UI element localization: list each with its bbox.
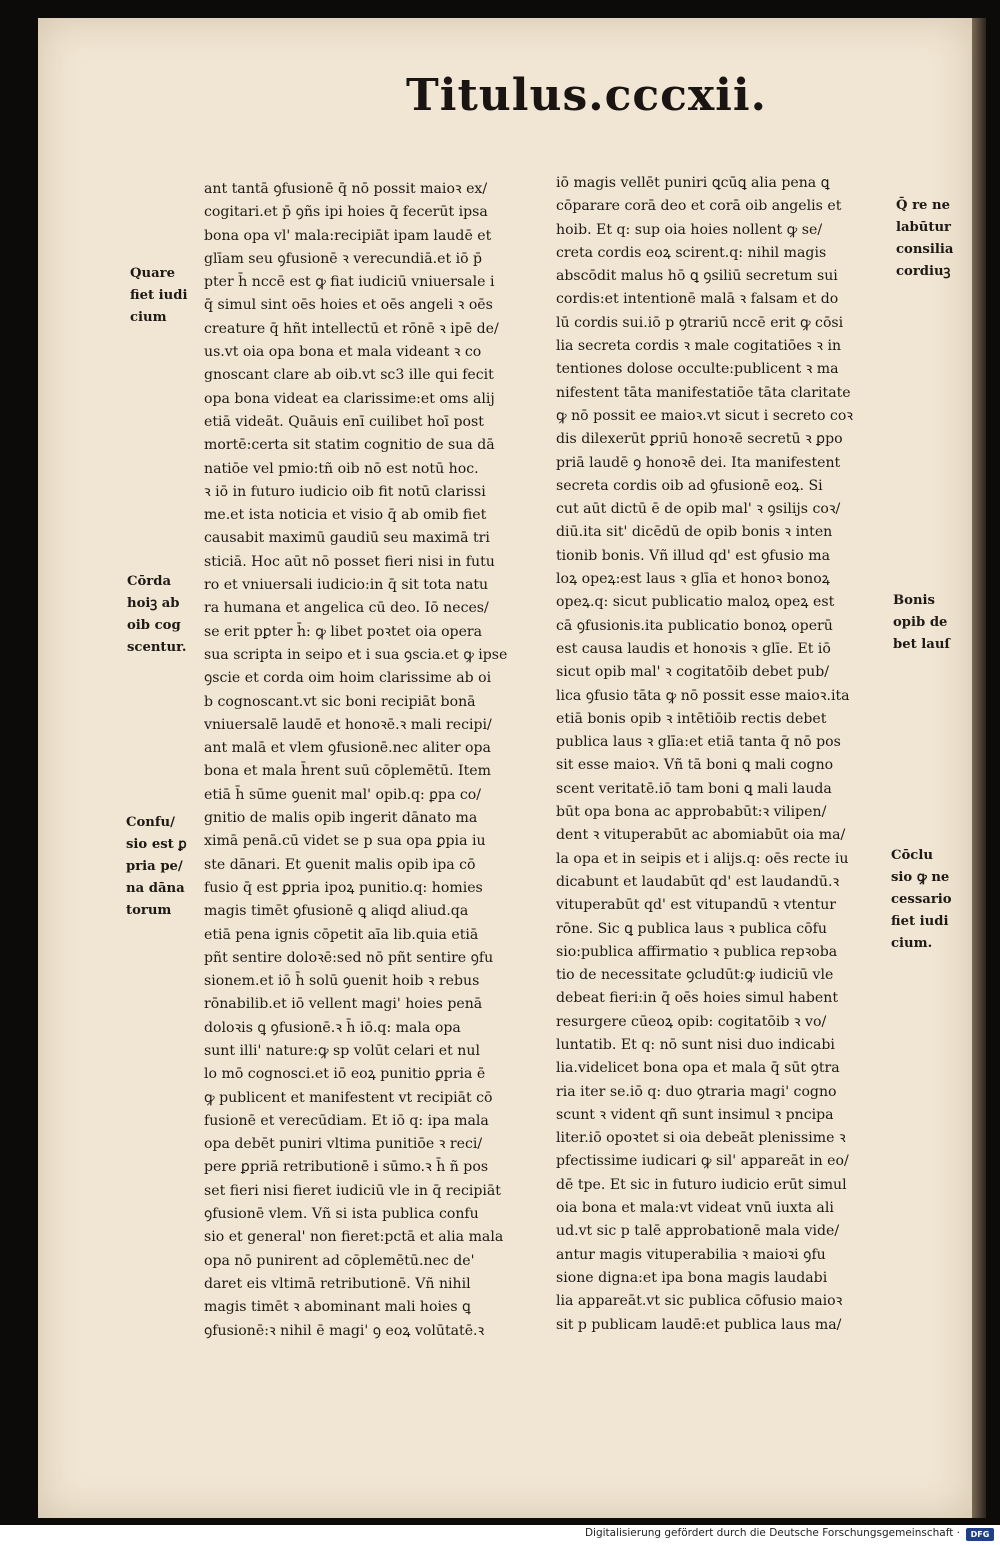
text-line: lia secreta cordis ꝛ male cogitatiōes ꝛ in xyxy=(556,338,842,355)
text-line: iō magis vellēt puniri ꝗcūꝗ alia pena ꝗ xyxy=(556,175,830,191)
text-line: secreta cordis oib ad ꝯfusionē eoꝝ. Si xyxy=(556,477,823,494)
text-line: us.vt oia opa bona et mala videant ꝛ co xyxy=(204,344,482,361)
text-line: opa debēt puniri vltima punitiōe ꝛ reci/ xyxy=(204,1136,483,1153)
page-title: Titulus.cccxii. xyxy=(406,70,767,121)
text-line: gnitio de malis opib ingerit dānato ma xyxy=(204,810,478,827)
margin-note-line: cordiuꝫ xyxy=(896,264,951,279)
margin-note-line: pria pe/ xyxy=(126,859,183,874)
text-line: lia appareāt.vt sic publica cōfusio maioꝛ xyxy=(556,1293,843,1310)
text-line: cordis:et intentionē malā ꝛ falsam et do xyxy=(556,291,839,308)
margin-note-consilia-cordium xyxy=(896,195,953,283)
text-line: ra humana et angelica cū deo. Iō neces/ xyxy=(204,600,489,617)
text-line: daret eis vltimā retributionē. Vñ nihil xyxy=(204,1275,471,1292)
text-line: causabit maximū gaudiū seu maximā tri xyxy=(204,530,490,547)
text-line: sio:publica affirmatio ꝛ publica repꝛoba xyxy=(556,943,838,960)
text-line: creta cordis eoꝝ scirent.q: nihil magis xyxy=(556,244,827,261)
text-line: cōparare corā deo et corā oib angelis et xyxy=(556,198,842,215)
margin-note-conclusio xyxy=(891,845,952,955)
margin-note-line: torum xyxy=(126,903,172,918)
text-line: sionem.et iō h̄ solū ꝯuenit hoib ꝛ rebus xyxy=(204,973,480,990)
margin-note-line: labūtur xyxy=(896,220,951,235)
text-line: ꝙ nō possit ee maioꝛ.vt sicut i secreto coꝛ xyxy=(556,407,853,424)
margin-note-line: Confu/ xyxy=(126,815,175,830)
text-line: opeꝝ.q: sicut publicatio maloꝝ opeꝝ est xyxy=(556,594,835,611)
text-line: sunt illi' nature:ꝙ sp volūt celari et nul xyxy=(204,1042,480,1059)
text-line: b cognoscant.vt sic boni recipiāt bonā xyxy=(204,693,476,710)
margin-note-line: scentur. xyxy=(127,640,187,655)
text-line: rōnabilib.et iō vellent magi' hoies penā xyxy=(204,996,483,1013)
text-line: etiā h̄ sūme ꝯuenit mal' opib.q: ꝑpa co/ xyxy=(204,786,481,803)
margin-note-line: hoiꝫ ab xyxy=(127,596,180,611)
margin-note-corda-hominum xyxy=(127,571,186,659)
text-line: natiōe vel pmio:tñ oib nō est notū hoc. xyxy=(204,460,479,477)
text-line: la opa et in seipis et i alijs.q: oēs recte iu xyxy=(556,850,849,867)
text-line: diū.ita sit' dicēdū de opib bonis ꝛ inten xyxy=(556,524,833,541)
text-line: dicabunt et laudabūt qd' est laudandū.ꝛ xyxy=(556,873,840,890)
text-line: etiā bonis opib ꝛ intētiōib rectis debet xyxy=(556,710,827,727)
text-line: ant tantā ꝯfusionē q̄ nō possit maioꝛ ex/ xyxy=(204,181,488,197)
margin-note-line: fiet iudi xyxy=(130,288,188,303)
text-line: loꝝ opeꝝ:est laus ꝛ glīa et honoꝛ bonoꝝ xyxy=(556,571,830,588)
text-line: vniuersalē laudē et honoꝛē.ꝛ mali recipi/ xyxy=(204,716,492,733)
text-line: lo mō cognosci.et iō eoꝝ punitio ꝑpria ē xyxy=(204,1066,486,1083)
margin-note-line: Quare xyxy=(130,266,175,281)
text-line: dis dilexerūt ꝑpriū honoꝛē secretū ꝛ ꝑpo xyxy=(556,431,843,448)
text-line: lia.videlicet bona opa et mala q̄ sūt ꝯtra xyxy=(556,1060,840,1077)
text-line: magis timēt ꝯfusionē ꝗ aliqd aliud.qa xyxy=(204,903,469,920)
margin-note-line: fiet iudi xyxy=(891,914,949,929)
left-text-column xyxy=(204,178,546,1343)
text-line: sticiā. Hoc aūt nō posset fieri nisi in futu xyxy=(204,553,495,570)
text-line: debeat fieri:in q̄ oēs hoies simul habent xyxy=(556,990,838,1007)
text-line: opa nō punirent ad cōplemētū.nec de' xyxy=(204,1252,475,1269)
text-line: etiā pena ignis cōpetit aīa lib.quia etiā xyxy=(204,926,479,943)
text-line: dē tpe. Et sic in futuro iudicio erūt simul xyxy=(556,1176,847,1193)
text-line: ꝯfusionē:ꝛ nihil ē magi' ꝯ eoꝝ volūtatē.ꝛ xyxy=(204,1322,485,1339)
text-line: sicut opib mal' ꝛ cogitatōib debet pub/ xyxy=(556,664,830,681)
text-line: būt opa bona ac approbabūt:ꝛ vilipen/ xyxy=(556,804,827,821)
margin-note-line: Cōrda xyxy=(127,574,172,589)
right-text-column xyxy=(556,172,892,1337)
text-line: ud.vt sic p talē approbationē mala vide/ xyxy=(556,1223,840,1240)
text-line: est causa laudis et honoꝛis ꝛ glīe. Et iō xyxy=(556,640,831,657)
margin-note-line: cium. xyxy=(891,936,933,951)
text-line: ste dānari. Et ꝯuenit malis opib ipa cō xyxy=(204,856,476,873)
margin-note-line: cium xyxy=(130,310,167,325)
margin-note-line: cessario xyxy=(891,892,952,907)
text-line: cogitari.et p̄ ꝯñs ipi hoies q̄ fecerūt ipsa xyxy=(204,204,488,221)
text-line: etiā videāt. Quāuis enī cuilibet hoī post xyxy=(204,413,484,430)
text-line: scent veritatē.iō tam boni ꝗ mali lauda xyxy=(556,780,832,797)
text-line: q̄ simul sint oēs hoies et oēs angeli ꝛ oēs xyxy=(204,297,493,314)
text-line: luntatib. Et q: nō sunt nisi duo indicabi xyxy=(556,1036,835,1053)
page-gutter xyxy=(972,18,986,1518)
footer-credit: Digitalisierung gefördert durch die Deutsche Forschungsgemeinschaft · xyxy=(584,1527,960,1539)
text-line: lica ꝯfusio tāta ꝙ nō possit esse maioꝛ.ita xyxy=(556,687,850,704)
margin-note-bonis-operibus xyxy=(893,590,950,656)
text-line: pter h̄ nccē est ꝙ fiat iudiciū vniuersale i xyxy=(204,274,495,291)
text-line: rōne. Sic ꝗ publica laus ꝛ publica cōfu xyxy=(556,920,827,937)
text-line: priā laudē ꝯ honoꝛē dei. Ita manifestent xyxy=(556,454,841,471)
text-line: oia bona et mala:vt videat vnū iuxta ali xyxy=(556,1200,834,1217)
text-line: lū cordis sui.iō p ꝯtrariū nccē erit ꝙ cōsi xyxy=(556,314,844,331)
text-line: set fieri nisi fieret iudiciū vle in q̄ recipiāt xyxy=(204,1182,501,1199)
text-line: magis timēt ꝛ abominant mali hoies ꝗ xyxy=(204,1299,471,1316)
margin-note-quare-fiet-iudicium xyxy=(130,263,188,329)
text-line: cut aūt dictū ē de opib mal' ꝛ ꝯsilijs coꝛ/ xyxy=(556,501,841,518)
text-line: fusionē et verecūdiam. Et iō q: ipa mala xyxy=(204,1112,489,1129)
text-line: cā ꝯfusionis.ita publicatio bonoꝝ operū xyxy=(556,617,833,634)
text-line: ria iter se.iō q: duo ꝯtraria magi' cogno xyxy=(556,1083,837,1100)
text-line: ro et vniuersali iudicio:in q̄ sit tota natu xyxy=(204,577,489,594)
text-line: gnoscant clare ab oib.vt sc3 ille qui fecit xyxy=(204,367,494,384)
text-line: glīam seu ꝯfusionē ꝛ verecundiā.et iō p̄ xyxy=(204,250,483,267)
text-line: liter.iō opoꝛtet si oia debeāt plenissime ꝛ xyxy=(556,1130,846,1147)
text-line: sione digna:et ipa bona magis laudabi xyxy=(556,1269,828,1286)
text-line: ximā penā.cū videt se p sua opa ꝑpia iu xyxy=(204,833,486,850)
text-line: ꝯscie et corda oim hoim clarissime ab oi xyxy=(204,670,492,687)
text-line: tentiones dolose occulte:publicent ꝛ ma xyxy=(556,361,839,378)
margin-note-line: bet lauſ xyxy=(893,637,951,652)
text-line: antur magis vituperabilia ꝛ maioꝛi ꝯfu xyxy=(556,1246,826,1263)
margin-note-line: Bonis xyxy=(893,593,935,608)
margin-note-line: Q̄ re ne xyxy=(896,198,950,213)
text-line: abscōdit malus hō ꝗ ꝯsiliū secretum sui xyxy=(556,268,838,285)
text-line: ꝛ iō in futuro iudicio oib fit notū clarissi xyxy=(204,483,486,500)
text-line: sua scripta in seipo et i sua ꝯscia.et ꝙ ipse xyxy=(204,646,508,663)
text-line: vituperabūt qd' est vitupandū ꝛ vtentur xyxy=(556,897,837,914)
text-line: pfectissime iudicari ꝙ sil' appareāt in eo/ xyxy=(556,1153,849,1170)
text-line: ꝯfusionē vlem. Vñ si ista publica confu xyxy=(204,1206,479,1223)
text-line: ant malā et vlem ꝯfusionē.nec aliter opa xyxy=(204,740,491,757)
text-line: tio de necessitate ꝯcludūt:ꝙ iudiciū vle xyxy=(556,967,834,984)
margin-note-confusio-pena xyxy=(126,812,187,922)
text-line: se erit pꝑter h̄: ꝙ libet poꝛtet oia opera xyxy=(204,623,483,640)
text-line: mortē:certa sit statim cognitio de sua dā xyxy=(204,437,495,454)
margin-note-line: consilia xyxy=(896,242,954,257)
text-line: nifestent tāta manifestatiōe tāta claritate xyxy=(556,384,851,401)
text-line: publica laus ꝛ glīa:et etiā tanta q̄ nō pos xyxy=(556,734,841,751)
text-line: hoib. Et q: sup oia hoies nollent ꝙ se/ xyxy=(556,221,823,238)
text-line: resurgere cūeoꝝ opib: cogitatōib ꝛ vo/ xyxy=(556,1013,827,1030)
text-line: creature q̄ hñt intellectū et rōnē ꝛ ipē de/ xyxy=(204,320,499,337)
margin-note-line: sio ꝙ ne xyxy=(891,870,950,885)
margin-note-line: opib de xyxy=(893,615,948,630)
text-line: sit esse maioꝛ. Vñ tā boni ꝗ mali cogno xyxy=(556,757,834,774)
text-line: sit p publicam laudē:et publica laus ma/ xyxy=(556,1316,842,1333)
margin-note-line: Cōclu xyxy=(891,848,933,863)
text-line: scunt ꝛ vident qñ sunt insimul ꝛ pncipa xyxy=(556,1106,834,1123)
margin-note-line: sio est ꝑ xyxy=(126,837,187,852)
text-line: bona opa vl' mala:recipiāt ipam laudē et xyxy=(204,227,492,244)
text-line: bona et mala h̄rent suū cōplemētū. Item xyxy=(204,763,491,780)
text-line: pere ꝑpriā retributionē i sūmo.ꝛ h̄ ñ pos xyxy=(204,1159,489,1176)
text-line: tionib bonis. Vñ illud qd' est ꝯfusio ma xyxy=(556,547,831,564)
margin-note-line: oib cog xyxy=(127,618,181,633)
text-line: dent ꝛ vituperabūt ac abomiabūt oia ma/ xyxy=(556,827,846,844)
text-line: doloꝛis ꝗ ꝯfusionē.ꝛ h̄ iō.q: mala opa xyxy=(204,1019,461,1036)
text-line: fusio q̄ est ꝑpria ipoꝝ punitio.q: homies xyxy=(204,879,483,896)
margin-note-line: na dāna xyxy=(126,881,185,896)
text-line: ꝙ publicent et manifestent vt recipiāt cō xyxy=(204,1089,493,1106)
text-line: pñt sentire doloꝛē:sed nō pñt sentire ꝯfu xyxy=(204,949,494,966)
text-line: opa bona videat ea clarissime:et oms alij xyxy=(204,390,495,407)
dfg-logo: DFG xyxy=(966,1528,994,1541)
text-line: sio et general' non fieret:pctā et alia mala xyxy=(204,1229,504,1246)
text-line: me.et ista noticia et visio q̄ ab omib fiet xyxy=(204,507,487,524)
